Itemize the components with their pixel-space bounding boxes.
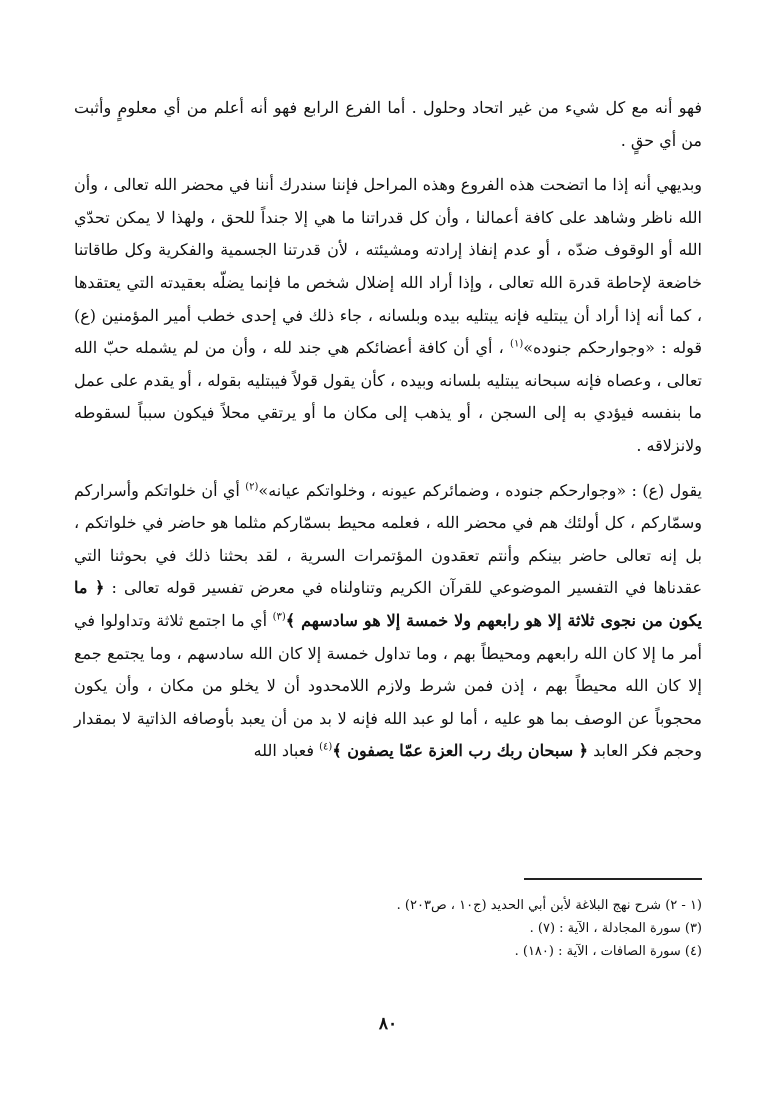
quran-verse-1: ﴿ ما يكون من نجوى ثلاثة إلا هو رابعهم ولا خمسة إلا هو سادسهم ﴾ bbox=[74, 578, 702, 630]
footnote-ref-1[interactable]: (١) bbox=[510, 338, 524, 350]
paragraph-3-text-c: أي ما اجتمع ثلاثة وتداولوا في أمر ما إلا كان الله رابعهم ومحيطاً بهم ، وما تداول خمسة إلا كان الله سادسهم ، وما يجتمع جمع إلا كان الله محيطاً بهم ، إذن فمن شرط ولازم اللامحدود أن لا يخلو من مكان ، وأن يكون محجوباً عن الوصف بما هو عليه ، أما لو عبد الله فإنه لا بد من أن يعبد بأوصافه الذاتية لا بمقدار وحجم فكر العابد bbox=[74, 610, 702, 761]
footnote-ref-4[interactable]: (٤) bbox=[319, 741, 333, 753]
paragraph-1 bbox=[74, 92, 702, 157]
page-number: ٨٠ bbox=[378, 1014, 398, 1034]
paragraph-3-text-b: أي أن خلواتكم وأسراركم وسمّاركم ، كل أولئك هم في محضر الله ، فعلمه محيط بسمّاركم مثلما هو حاضر في خلواتكم ، بل إنه تعالى حاضر بينكم وأنتم تعقدون المؤتمرات السرية ، لقد بحثنا ذلك في بحوثنا التي عقدناها في التفسير الموضوعي للقرآن الكريم وتناولناه في معرض تفسير قوله تعالى : bbox=[74, 480, 703, 598]
paragraph-3-text-d: فعباد الله bbox=[253, 741, 320, 761]
footnotes bbox=[74, 894, 702, 963]
paragraph-2-text-b: ، أي أن كافة أعضائكم هي جند لله ، وأن من لم يشمله حبّ الله تعالى ، وعصاه فإنه سبحانه يبتليه بلسانه وبيده ، كأن يقول قولاً فيبتليه بقوله ، أو يقدم على عمل ما بنفسه فيؤدي به إلى السجن ، أو يذهب إلى مكان ما أو يرتقي محلاً فيكون سبباً لسقوطه ولانزلاقه . bbox=[74, 338, 702, 455]
footnote-2: (٣) سورة المجادلة ، الآية : (٧) . bbox=[529, 921, 702, 936]
paragraph-2-text-a: وبديهي أنه إذا ما اتضحت هذه الفروع وهذه المراحل فإننا سندرك أننا في محضر الله تعالى ، وأن الله ناظر وشاهد على كافة أعمالنا ، وأن كل قدراتنا ما هي إلا جنداً للحق ، ولهذا لا يمكن تحدّي الله أو الوقوف ضدّه ، أو عدم إنفاذ إرادته ومشيئته ، لأن قدرتنا الجسمية والفكرية وكل طاقاتنا خاضعة لإحاطة قدرة الله تعالى ، وإذا أراد الله إضلال شخص ما فإنما يضلّه بعقيدته التي يعتقدها ، كما أنه إذا أراد أن يبتليه فإنه يبتليه بيده وبلسانه ، جاء ذلك في إحدى خطب أمير المؤمنين (ع) قوله : «وجوارحكم جنوده» bbox=[74, 175, 703, 358]
paragraph-1-text: فهو أنه مع كل شيء من غير اتحاد وحلول . أما الفرع الرابع فهو أنه أعلم من أي معلومٍ وأثبت من أي حقٍ . bbox=[74, 98, 702, 150]
footnote-1: (١ - ٢) شرح نهج البلاغة لأبن أبي الحديد (ج١٠ ، ص٢٠٣) . bbox=[396, 898, 702, 913]
paragraph-3 bbox=[74, 475, 702, 768]
paragraph-2 bbox=[74, 169, 702, 462]
quran-verse-2: ﴿ سبحان ربك رب العزة عمّا يصفون ﴾ bbox=[332, 741, 589, 761]
footnote-3: (٤) سورة الصافات ، الآية : (١٨٠) . bbox=[514, 944, 702, 959]
paragraph-3-text-a: يقول (ع) : «وجوارحكم جنوده ، وضمائركم عيونه ، وخلواتكم عيانه» bbox=[258, 480, 703, 500]
footnote-ref-3[interactable]: (٣) bbox=[272, 611, 286, 623]
footnote-separator bbox=[524, 878, 702, 880]
book-page bbox=[74, 92, 702, 1092]
footnote-ref-2[interactable]: (٢) bbox=[245, 481, 259, 493]
